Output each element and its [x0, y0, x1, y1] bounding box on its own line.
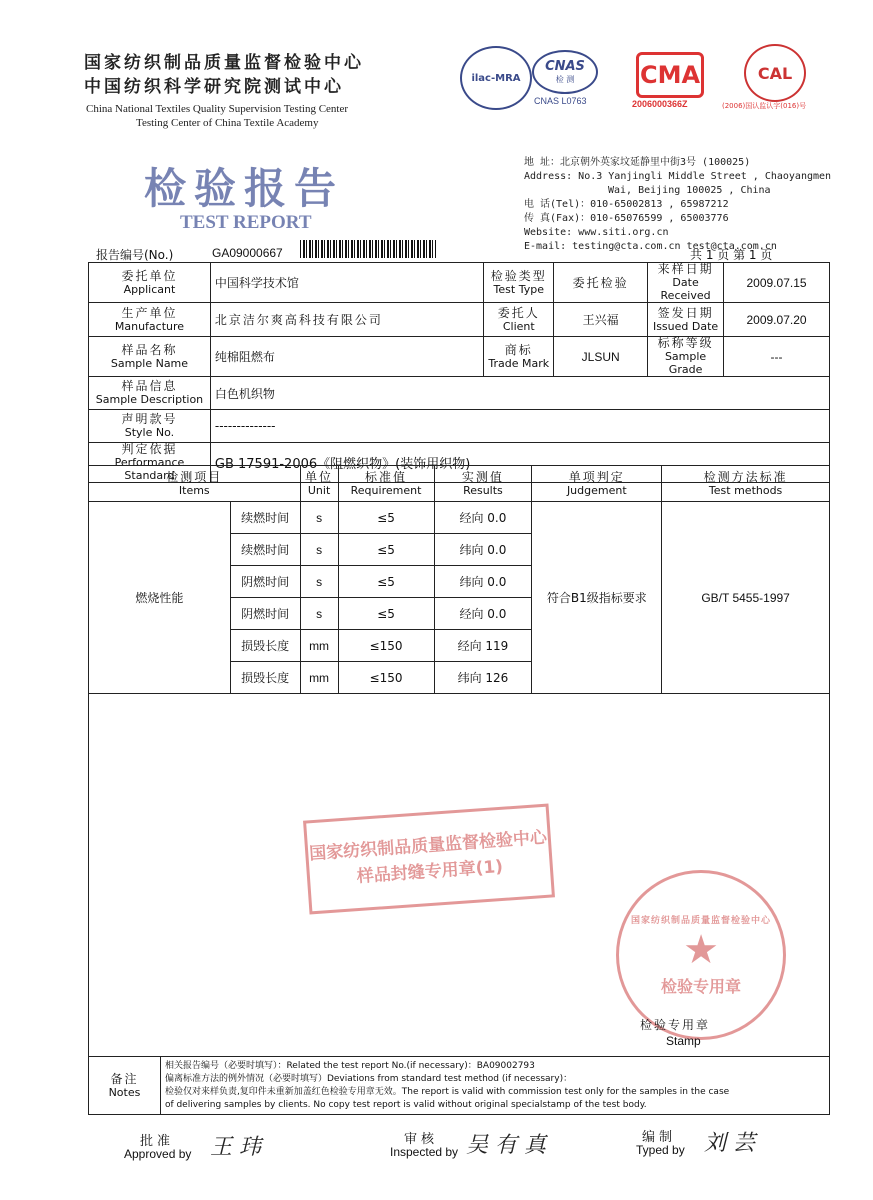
org2-en: Testing Center of China Textile Academy — [136, 117, 319, 129]
row-item: 损毁长度 — [230, 630, 300, 662]
row-req: ≤5 — [338, 502, 434, 534]
info-table — [88, 262, 830, 483]
inspection-round-stamp — [616, 870, 786, 1040]
inspected-label-en: Inspected by — [390, 1145, 459, 1159]
style-value: -------------- — [210, 410, 829, 443]
approved-label-en: Approved by — [124, 1147, 192, 1161]
ilac-logo-text: ilac-MRA — [471, 72, 521, 84]
group-cell: 燃烧性能 — [89, 502, 231, 694]
typed-label-en: Typed by — [636, 1143, 685, 1157]
row-req: ≤5 — [338, 566, 434, 598]
row-req: ≤5 — [338, 598, 434, 630]
row-unit: s — [300, 566, 338, 598]
cal-code: (2006)国认监认字(016)号 — [722, 102, 807, 110]
manufacture-label: 生产单位 Manufacture — [89, 303, 211, 337]
received-value: 2009.07.15 — [724, 263, 830, 303]
desc-label: 样品信息 Sample Description — [89, 377, 211, 410]
address-block — [524, 156, 831, 254]
manufacture-value: 北京洁尔爽高科技有限公司 — [210, 303, 483, 337]
row-res: 经向 0.0 — [434, 598, 532, 630]
star-icon: ★ — [683, 927, 719, 973]
samplename-value: 纯棉阻燃布 — [210, 337, 483, 377]
row-res: 纬向 126 — [434, 662, 532, 694]
row-res: 经向 119 — [434, 630, 532, 662]
row-unit: mm — [300, 662, 338, 694]
row-item: 续燃时间 — [230, 534, 300, 566]
org2-zh: 中国纺织科学研究院测试中心 — [84, 77, 344, 97]
issued-label: 签发日期 Issued Date — [648, 303, 724, 337]
cnas-logo-text: CNAS — [545, 59, 585, 74]
row-res: 纬向 0.0 — [434, 534, 532, 566]
grade-value: --- — [724, 337, 830, 377]
cal-logo — [744, 44, 806, 102]
address-en2: Wai, Beijing 100025 , China — [608, 185, 771, 196]
applicant-value: 中国科学技术馆 — [210, 263, 483, 303]
report-title-en: TEST REPORT — [180, 212, 312, 233]
notes-line4: of delivering samples by clients. No copy test report is valid without original specialstamp of the test body. — [164, 1099, 647, 1110]
client-value: 王兴福 — [554, 303, 648, 337]
stamp-label-en: Stamp — [666, 1034, 701, 1048]
row-unit: s — [300, 534, 338, 566]
col-req: 标准值 Requirement — [338, 466, 434, 502]
address-fax: 传 真(Fax)：010-65076599 , 65003776 — [524, 213, 729, 224]
notes-line2: 偏离标准方法的例外情况（必要时填写）Deviations from standard test method (if necessary)： — [164, 1073, 573, 1084]
cma-logo-text: CMA — [639, 61, 701, 89]
barcode — [300, 240, 436, 258]
row-req: ≤150 — [338, 662, 434, 694]
grade-label: 标称等级 Sample Grade — [648, 337, 724, 377]
row-unit: mm — [300, 630, 338, 662]
row-item: 损毁长度 — [230, 662, 300, 694]
inspected-label-zh: 审核 — [404, 1132, 439, 1147]
col-items: 检测项目 Items — [89, 466, 301, 502]
address-tel: 电 话(Tel)：010-65002813 , 65987212 — [524, 199, 729, 210]
cnas-logo — [532, 50, 598, 94]
cma-logo — [636, 52, 704, 98]
seal-rect-line1: 国家纺织制品质量监督检验中心 — [308, 827, 548, 865]
approved-label-zh: 批准 — [140, 1134, 175, 1149]
trademark-label: 商标 Trade Mark — [484, 337, 554, 377]
trademark-value: JLSUN — [554, 337, 648, 377]
cnas-code: CNAS L0763 — [534, 96, 587, 106]
row-res: 经向 0.0 — [434, 502, 532, 534]
col-res: 实测值 Results — [434, 466, 532, 502]
typed-signature: 刘 芸 — [704, 1131, 755, 1156]
row-unit: s — [300, 598, 338, 630]
approved-signature: 王 玮 — [210, 1135, 261, 1160]
address-website: Website: www.siti.org.cn — [524, 227, 669, 238]
table-row — [89, 502, 830, 534]
desc-value: 白色机织物 — [210, 377, 829, 410]
cal-logo-text: CAL — [757, 63, 793, 83]
inspected-signature: 吴 有 真 — [466, 1133, 546, 1158]
address-en1: Address: No.3 Yanjingli Middle Street , Chaoyangmen — [524, 171, 832, 182]
judgement-cell: 符合B1级指标要求 — [532, 502, 662, 694]
report-title-zh: 检验报告 — [144, 164, 345, 213]
page-count: 共 1 页 第 1 页 — [690, 248, 773, 262]
org1-zh: 国家纺织制品质量监督检验中心 — [84, 53, 364, 73]
std-value: GB 17591-2006《阻燃织物》(装饰用织物) — [210, 443, 829, 483]
notes-label: 备注 Notes — [89, 1057, 161, 1115]
typed-label-zh: 编制 — [642, 1130, 677, 1145]
sample-seal-stamp — [303, 804, 555, 915]
report-no-label: 报告编号(No.) — [96, 248, 174, 262]
samplename-label: 样品名称 Sample Name — [89, 337, 211, 377]
testtype-label: 检验类型 Test Type — [484, 263, 554, 303]
notes-content — [160, 1057, 829, 1115]
row-req: ≤150 — [338, 630, 434, 662]
applicant-label: 委托单位 Applicant — [89, 263, 211, 303]
cnas-logo-sub: 检 测 — [555, 75, 575, 84]
method-cell: GB/T 5455-1997 — [662, 502, 830, 694]
row-res: 纬向 0.0 — [434, 566, 532, 598]
notes-line1: 相关报告编号（必要时填写）：Related the test report No.(if necessary)：BA09002793 — [164, 1060, 535, 1071]
seal-round-inner: 检验专用章 — [660, 977, 741, 996]
client-label: 委托人 Client — [484, 303, 554, 337]
cma-code: 2006000366Z — [632, 99, 688, 109]
ilac-logo — [460, 46, 532, 110]
row-unit: s — [300, 502, 338, 534]
seal-rect-line2: 样品封缝专用章(1) — [356, 856, 504, 888]
seal-round-text: 国家纺织制品质量监督检验中心 — [630, 916, 771, 926]
testtype-value: 委托检验 — [554, 263, 648, 303]
notes-line3: 检验仅对来样负责,复印件未重新加盖红色检验专用章无效。The report is valid with commission test only for the samples in the case — [164, 1086, 730, 1097]
issued-value: 2009.07.20 — [724, 303, 830, 337]
address-zh: 地 址：北京朝外英家坟延静里中街3号 (100025) — [524, 157, 751, 168]
col-judge: 单项判定 Judgement — [532, 466, 662, 502]
org1-en: China National Textiles Quality Supervision Testing Center — [86, 103, 349, 115]
notes-table — [88, 1056, 830, 1115]
report-no: GA09000667 — [212, 246, 283, 260]
received-label: 来样日期 Date Received — [648, 263, 724, 303]
row-item: 阴燃时间 — [230, 566, 300, 598]
address-email: E-mail: testing@cta.com.cn test@cta.com.cn — [524, 241, 777, 252]
col-unit: 单位 Unit — [300, 466, 338, 502]
row-req: ≤5 — [338, 534, 434, 566]
stamp-label-zh: 检验专用章 — [640, 1018, 711, 1032]
std-label: 判定依据 Performance Standard — [89, 443, 211, 483]
style-label: 声明款号 Style No. — [89, 410, 211, 443]
col-method: 检测方法标准 Test methods — [662, 466, 830, 502]
row-item: 续燃时间 — [230, 502, 300, 534]
row-item: 阴燃时间 — [230, 598, 300, 630]
